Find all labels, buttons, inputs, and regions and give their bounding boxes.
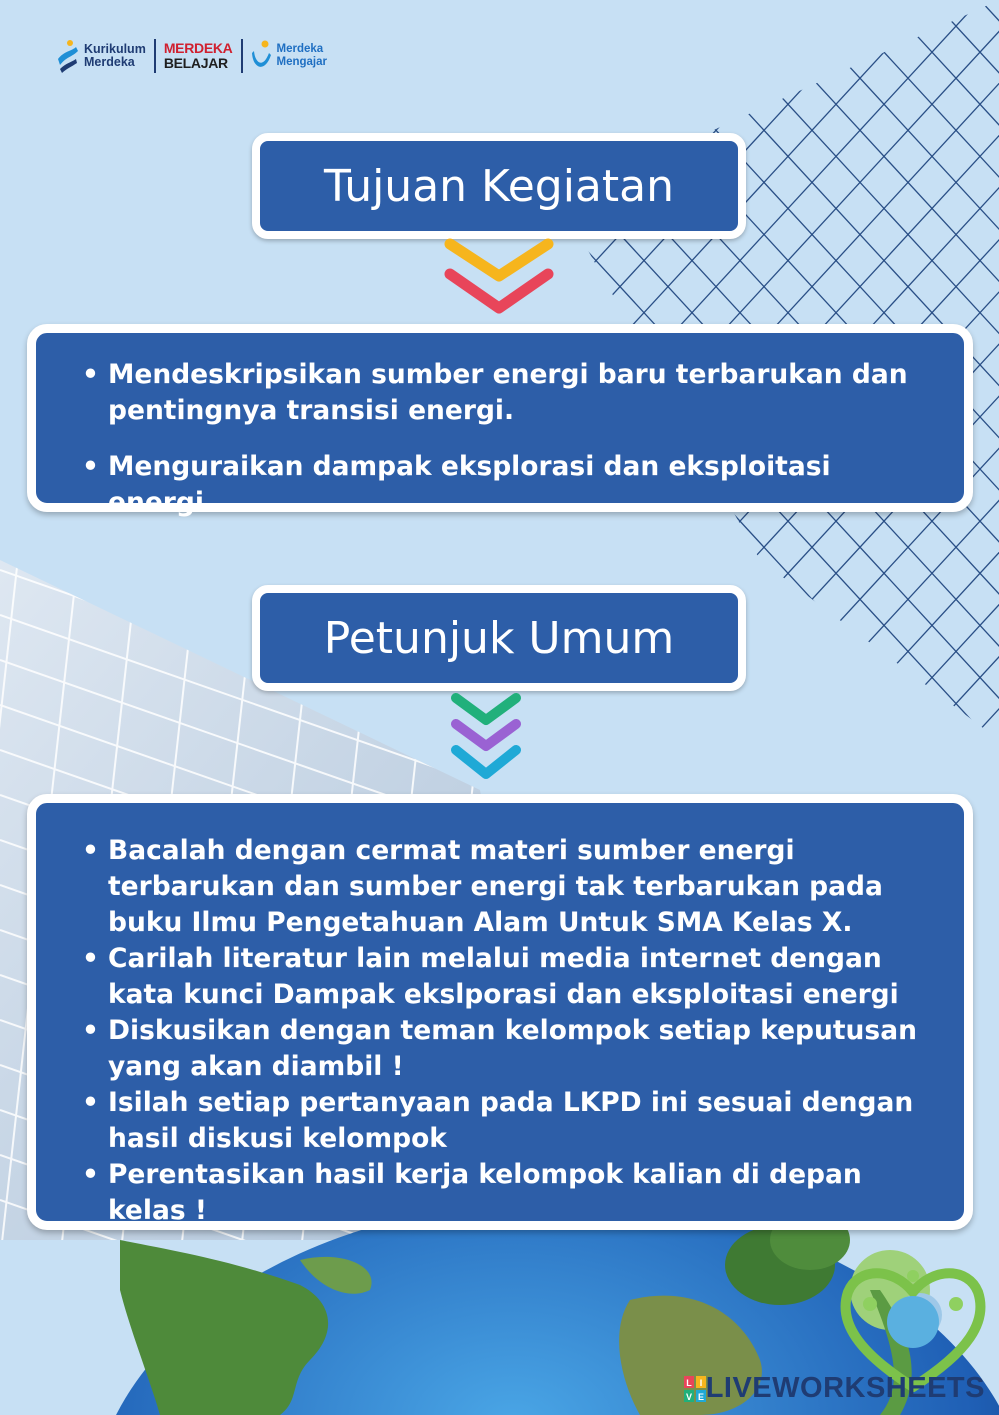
list-item: • Mendeskripsikan sumber energi baru terbarukan dan pentingnya transisi energi. bbox=[64, 357, 934, 429]
mengajar-logo-line1: Merdeka bbox=[276, 43, 324, 55]
list-item: • Carilah literatur lain melalui media internet dengan kata kunci Dampak ekslporasi dan eksploitasi energi bbox=[64, 941, 948, 1013]
list-item: • Isilah setiap pertanyaan pada LKPD ini sesuai dengan hasil diskusi kelompok bbox=[64, 1085, 948, 1157]
merdeka-belajar-line2: BELAJAR bbox=[163, 55, 228, 71]
tujuan-kegiatan-list bbox=[64, 357, 934, 521]
petunjuk-umum-title: Petunjuk Umum bbox=[323, 612, 675, 664]
merdeka-belajar-logo bbox=[164, 41, 233, 71]
svg-text:V: V bbox=[685, 1391, 692, 1402]
petunjuk-umum-list bbox=[64, 833, 948, 1229]
tujuan-kegiatan-content-box bbox=[27, 324, 973, 518]
tujuan-kegiatan-title-box bbox=[252, 133, 746, 239]
merdeka-mengajar-logo bbox=[277, 43, 328, 69]
liveworksheets-badge-icon bbox=[684, 1376, 706, 1402]
double-chevron-down-icon bbox=[440, 236, 558, 318]
merdeka-belajar-line1: MERDEKA bbox=[163, 40, 233, 56]
logo-divider bbox=[154, 39, 156, 73]
petunjuk-umum-title-box bbox=[252, 585, 746, 691]
list-item: • Diskusikan dengan teman kelompok setiap keputusan yang akan diambil ! bbox=[64, 1013, 948, 1085]
kurikulum-merdeka-logo-icon bbox=[56, 39, 80, 73]
liveworksheets-watermark bbox=[684, 1372, 985, 1405]
list-item: • Perentasikan hasil kerja kelompok kalian di depan kelas ! bbox=[64, 1157, 948, 1229]
merdeka-mengajar-logo-icon bbox=[251, 39, 273, 73]
kurikulum-logo-line2: Merdeka bbox=[84, 55, 135, 69]
liveworksheets-text: LIVEWORKSHEETS bbox=[705, 1372, 985, 1404]
list-item: • Menguraikan dampak eksplorasi dan eksploitasi energi. bbox=[64, 449, 934, 521]
kurikulum-logo-line1: Kurikulum bbox=[84, 42, 146, 56]
svg-text:E: E bbox=[697, 1391, 704, 1402]
svg-text:L: L bbox=[685, 1377, 692, 1388]
logo-divider bbox=[241, 39, 243, 73]
list-item: • Bacalah dengan cermat materi sumber energi terbarukan dan sumber energi tak terbarukan pada buku Ilmu Pengetahuan Alam Untuk SMA Kelas X. bbox=[64, 833, 948, 941]
mengajar-logo-line2: Mengajar bbox=[276, 56, 327, 68]
petunjuk-umum-content-box bbox=[27, 794, 973, 1230]
triple-chevron-down-icon bbox=[448, 690, 524, 786]
kurikulum-merdeka-logo bbox=[84, 43, 146, 69]
tujuan-kegiatan-title: Tujuan Kegiatan bbox=[324, 160, 674, 212]
svg-text:I: I bbox=[699, 1377, 702, 1388]
header-logos bbox=[56, 36, 327, 76]
